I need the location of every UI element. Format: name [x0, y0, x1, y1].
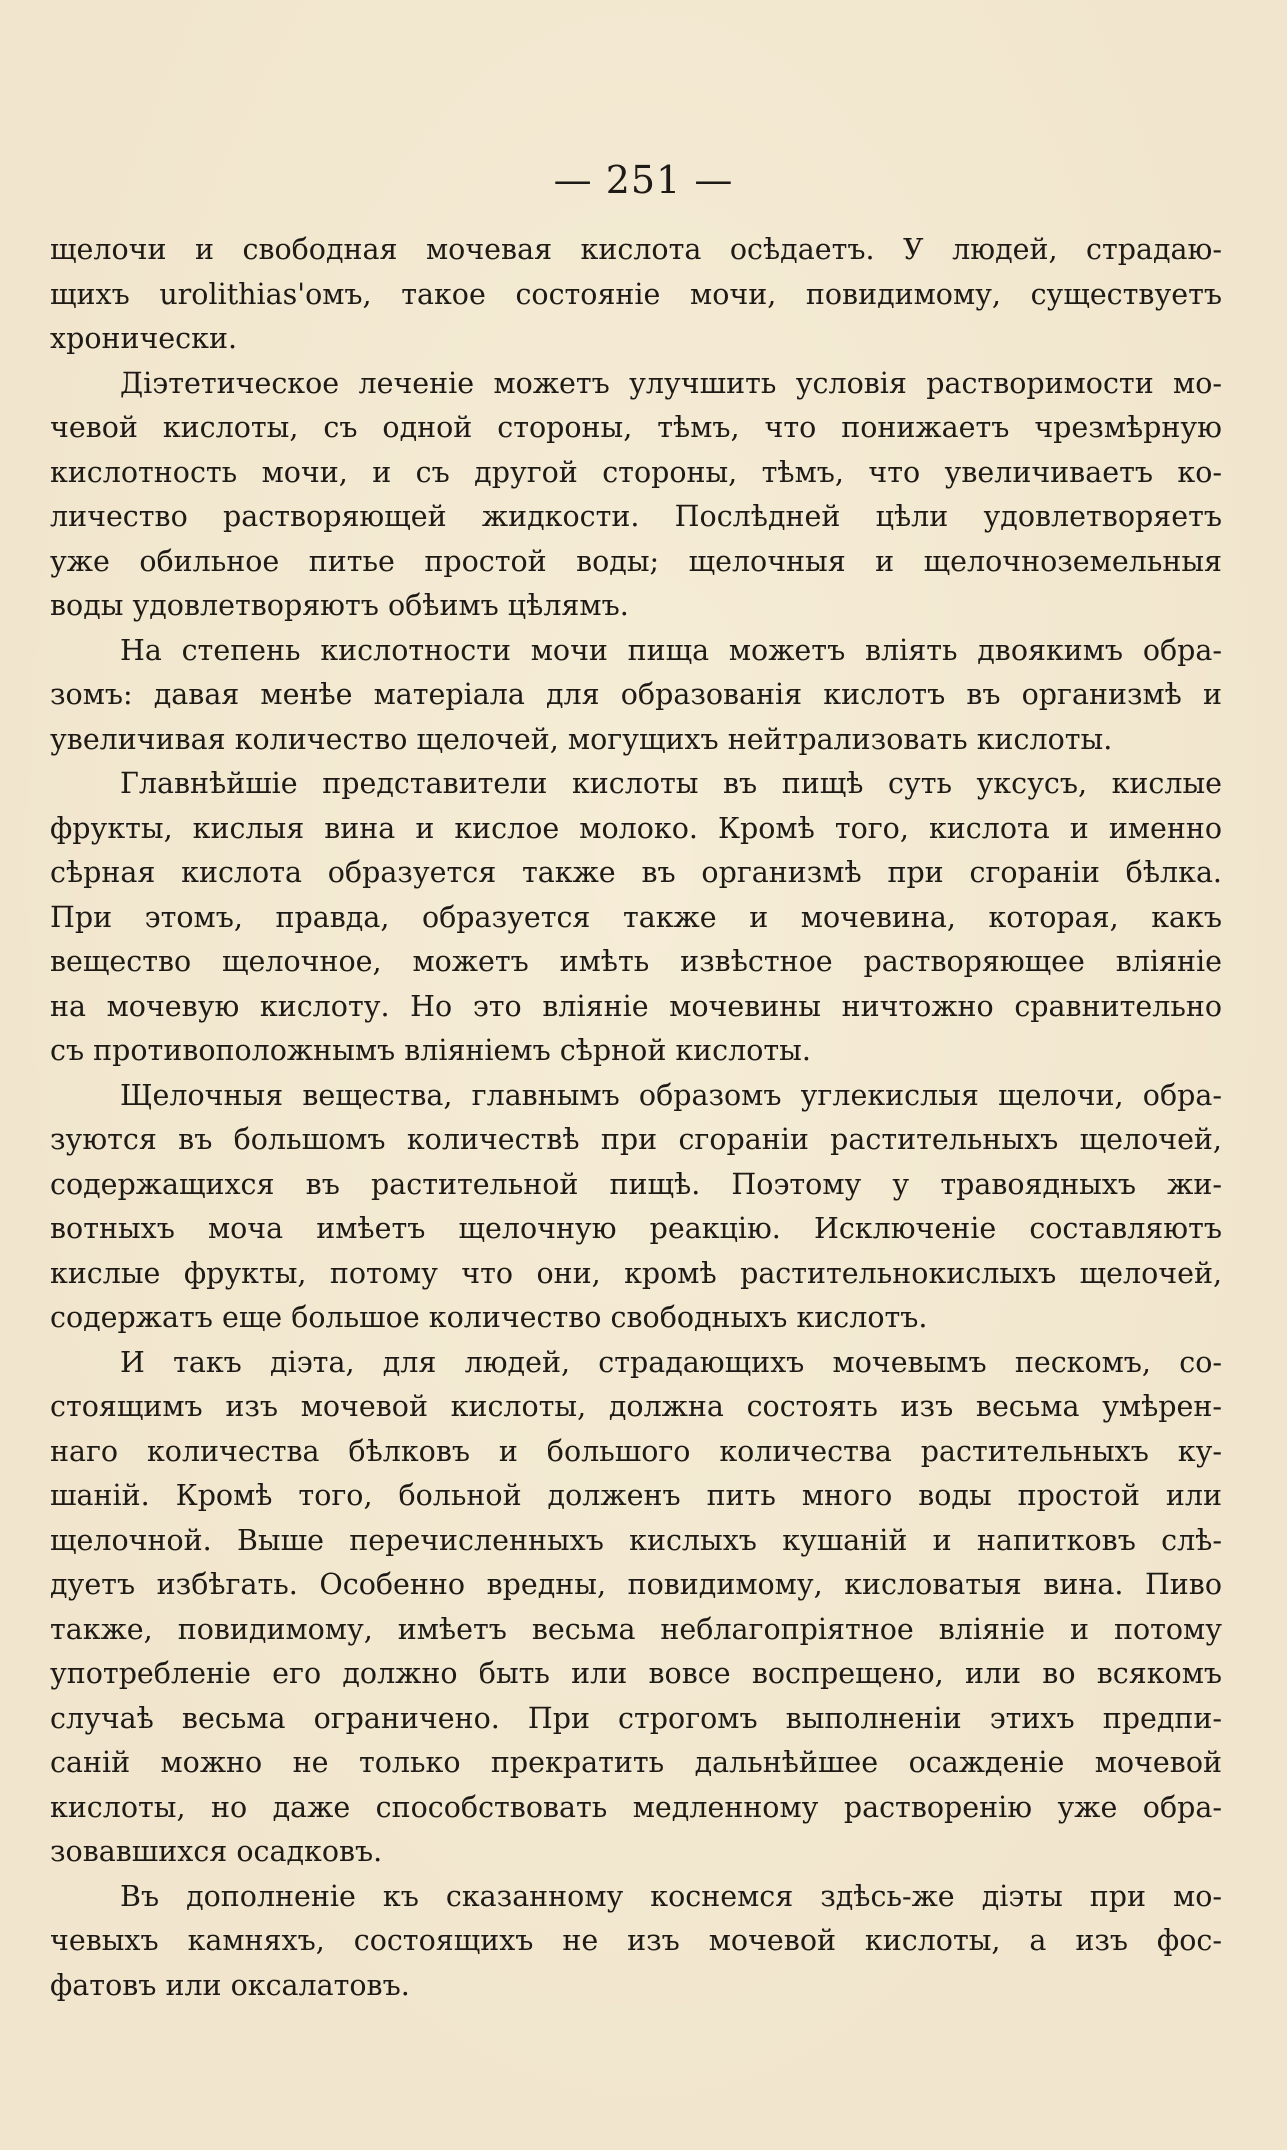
text-line: На степень кислотности мочи пища можетъ влiять двоякимъ обра- [120, 633, 1222, 667]
text-line: фатовъ или оксалатовъ. [50, 1968, 410, 2002]
text-line: вотныхъ моча имѣетъ щелочную реакцiю. Исключенiе составляютъ [50, 1212, 1222, 1245]
text-line: санiй можно не только прекратить дальнѣйшее осажденiе мочевой [50, 1746, 1222, 1779]
text-line: кислые фрукты, потому что они, кромѣ растительнокислыхъ щелочей, [50, 1256, 1222, 1290]
text-line: чевыхъ камняхъ, состоящихъ не изъ мочевой кислоты, а изъ фос- [50, 1924, 1222, 1957]
paragraph [50, 629, 1222, 763]
text-line: фрукты, кислыя вина и кислое молоко. Кромѣ того, кислота и именно [50, 811, 1222, 845]
text-line: Щелочныя вещества, главнымъ образомъ углекислыя щелочи, обра- [120, 1078, 1222, 1112]
paragraph [50, 362, 1222, 629]
paragraph [50, 1341, 1222, 1875]
text-line: При этомъ, правда, образуется также и мочевина, которая, какъ [50, 900, 1222, 934]
text-line: дуетъ избѣгать. Особенно вредны, повидимому, кисловатыя вина. Пиво [50, 1568, 1222, 1601]
text-line: воды удовлетворяютъ обѣимъ цѣлямъ. [50, 589, 629, 622]
text-line: шанiй. Кромѣ того, больной долженъ пить много воды простой или [50, 1479, 1222, 1512]
text-line: увеличивая количество щелочей, могущихъ нейтрализовать кислоты. [50, 722, 1113, 756]
text-line: зомъ: давая менѣе матерiала для образованiя кислотъ въ организмѣ и [50, 678, 1222, 711]
paragraph [50, 1875, 1222, 2009]
text-line: зовавшихся осадковъ. [50, 1835, 383, 1868]
body-text [50, 228, 1222, 2008]
text-line: щелочной. Выше перечисленныхъ кислыхъ кушанiй и напитковъ слѣ- [50, 1523, 1222, 1557]
text-line: чевой кислоты, съ одной стороны, тѣмъ, что понижаетъ чрезмѣрную [50, 411, 1222, 444]
text-line: употребленiе его должно быть или вовсе воспрещено, или во всякомъ [50, 1657, 1222, 1690]
text-line: И такъ дiэта, для людей, страдающихъ мочевымъ пескомъ, со- [120, 1345, 1222, 1379]
text-line: хронически. [50, 322, 238, 355]
text-line: щелочи и свободная мочевая кислота осѣдаетъ. У людей, страдаю- [50, 233, 1222, 266]
text-line: уже обильное питье простой воды; щелочныя и щелочноземельныя [50, 544, 1222, 578]
text-line: Главнѣйшiе представители кислоты въ пищѣ суть уксусъ, кислые [120, 767, 1222, 800]
text-line: наго количества бѣлковъ и большого количества растительныхъ ку- [50, 1434, 1222, 1468]
text-line: кислотность мочи, и съ другой стороны, тѣмъ, что увеличиваетъ ко- [50, 455, 1222, 489]
text-line: зуются въ большомъ количествѣ при сгоранiи растительныхъ щелочей, [50, 1123, 1222, 1156]
text-line: на мочевую кислоту. Но это влiянiе мочевины ничтожно сравнительно [50, 989, 1222, 1023]
text-line: личество растворяющей жидкости. Послѣдней цѣли удовлетворяетъ [50, 500, 1222, 533]
text-line: щихъ urolithias'омъ, такое состоянiе мочи, повидимому, существуетъ [50, 277, 1222, 311]
paragraph [50, 1074, 1222, 1341]
page-number: — 251 — [553, 158, 734, 202]
text-line: Въ дополненiе къ сказанному коснемся здѣсь-же дiэты при мо- [120, 1879, 1222, 1913]
text-line: стоящимъ изъ мочевой кислоты, должна состоять изъ весьма умѣрен- [50, 1390, 1222, 1423]
text-line: также, повидимому, имѣетъ весьма неблагопрiятное влiянiе и потому [50, 1612, 1222, 1646]
text-line: Дiэтетическое леченiе можетъ улучшить условiя растворимости мо- [120, 366, 1222, 400]
text-line: сѣрная кислота образуется также въ организмѣ при сгоранiи бѣлка. [50, 856, 1222, 889]
paragraph [50, 762, 1222, 1074]
text-line: кислоты, но даже способствовать медленному растворенiю уже обра- [50, 1790, 1222, 1824]
paragraph [50, 228, 1222, 362]
text-line: вещество щелочное, можетъ имѣть извѣстное растворяющее влiянiе [50, 945, 1222, 978]
text-line: содержащихся въ растительной пищѣ. Поэтому у травоядныхъ жи- [50, 1167, 1222, 1201]
text-line: содержатъ еще большое количество свободныхъ кислотъ. [50, 1301, 928, 1334]
text-line: съ противоположнымъ влiянiемъ сѣрной кислоты. [50, 1034, 811, 1067]
text-line: случаѣ весьма ограничено. При строгомъ выполненiи этихъ предпи- [50, 1701, 1222, 1735]
